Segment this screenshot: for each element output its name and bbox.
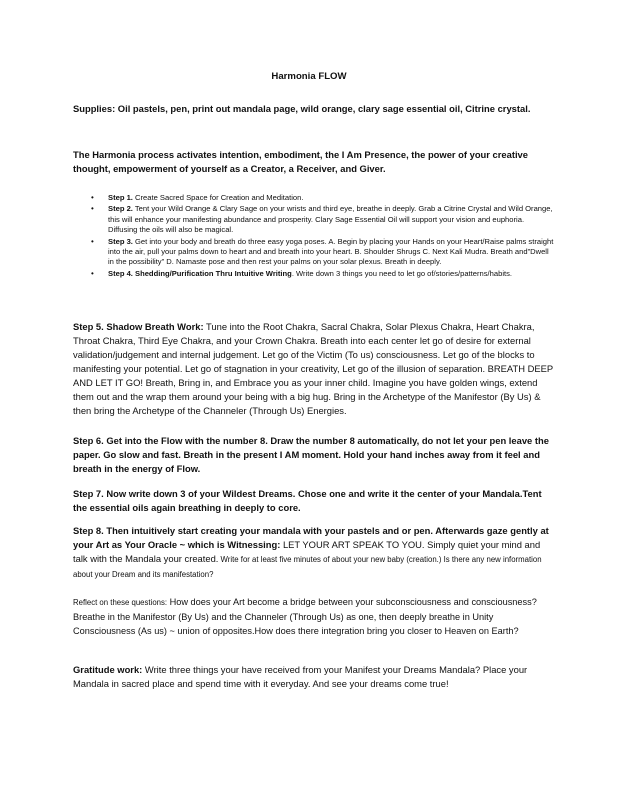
step6-paragraph: Step 6. Get into the Flow with the number 8. Draw the number 8 automatically, do not let your pen leave the paper. Go slow and fast. Breath in the present I AM moment. Hold your hand inches away from it feel and breath in the energy of Flow. [73,435,549,474]
steps-list [91,193,555,280]
step-text: Create Sacred Space for Creation and Meditation. [132,193,304,202]
step-label: Step 2. [108,204,133,214]
intro-paragraph: The Harmonia process activates intention, embodiment, the I Am Presence, the power of your creative thought, empowerment of yourself as a Creator, a Receiver, and Giver. [73,149,528,174]
step-text: Get into your body and breath do three easy yoga poses. A. Begin by placing your Hands on your Heart/Raise palms straight into the air, pull your palms down to heart and and breath into your heart. B. Shoulder Shrugs C. Next Kali Mudra. Breath and”Dwell in the possibility” D. Namaste pose and then rest your palms on your solar plexus. Breath in deeply. [108,236,554,267]
step5-text: Tune into the Root Chakra, Sacral Chakra, Solar Plexus Chakra, Heart Chakra, Throat Chakra, Third Eye Chakra, and your Crown Chakra. Breath into each center let go of desire for external validation/judgement and internal judgement. Let go of the Victim (To us) consciousness. Let go of the blocks to manifesting your potential. Let go of stagnation in your creativity, Let go of the illusion of separation. BREATH DEEP AND LET IT GO! Breath, Bring in, and Embrace you as your inner child. Imagine you have golden wings, extend them out and the wrap them around your being with a big hug. Bring in the Archetype of the Manifestor (By Us) & then bring the Archetype of the Channeler (Through Us) Energies. [73,321,553,416]
list-item [91,193,555,203]
step5-label: Step 5. Shadow Breath Work: [73,321,204,332]
list-item [91,269,555,279]
list-item [91,237,555,268]
reflect-text: How does your Art become a bridge between your subconsciousness and consciousness? Breathe in the Manifestor (By Us) and the Channeler (Through Us) as one, then deeply breathe in Unity Consciousness (As us) ~ union of opposites.How does there integration bring you closer to Heaven on Earth? [73,597,537,637]
step7-paragraph: Step 7. Now write down 3 of your Wildest Dreams. Chose one and write it the center of your Mandala.Tent the essential oils again breathing in deeply to core. [73,488,542,513]
gratitude-text: Write three things your have received from your Manifest your Dreams Mandala? Place your Mandala in sacred place and spend time with it everyday. And see your dreams come true! [73,664,528,689]
step5-paragraph [73,320,553,418]
reflect-paragraph [73,595,553,639]
step-label: Step 1. [108,193,133,202]
step-label: Step 4. Shedding/Purification Thru Intuitive Writing [108,268,292,278]
reflect-label: Reflect on these questions: [73,598,168,607]
gratitude-label: Gratitude work: [73,664,143,675]
step8-label: Step 8. Then intuitively start creating your mandala with your pastels and or pen. Afterwards gaze gently at your Art as Your Oracle ~ which is Witnessing: [73,525,549,550]
page-title: Harmonia FLOW [271,71,347,82]
supplies-paragraph: Supplies: Oil pastels, pen, print out mandala page, wild orange, clary sage essential oil, Citrine crystal. [73,103,531,114]
gratitude-paragraph [73,663,553,691]
step-text: Tent your Wild Orange & Clary Sage on your wrists and third eye, breathe in deeply. Grab a Citrine Crystal and Wild Orange, this will enhance your manifesting abundance and prosperity. Clary Sage Essential Oil will support your vision and euphoria. Diffusing the oils will also be magical. [108,204,553,235]
step8-small-text: Write for at least five minutes of about your new baby (creation.) Is there any new information about your Dream and its manifestation? [73,555,542,579]
list-item [91,204,555,235]
step8-text: LET YOUR ART SPEAK TO YOU. Simply quiet your mind and talk with the Mandala your created. [73,539,541,564]
step-label: Step 3. [108,236,133,246]
step-text: . Write down 3 things you need to let go of/stories/patterns/habits. [291,268,513,278]
step8-paragraph [73,524,553,582]
